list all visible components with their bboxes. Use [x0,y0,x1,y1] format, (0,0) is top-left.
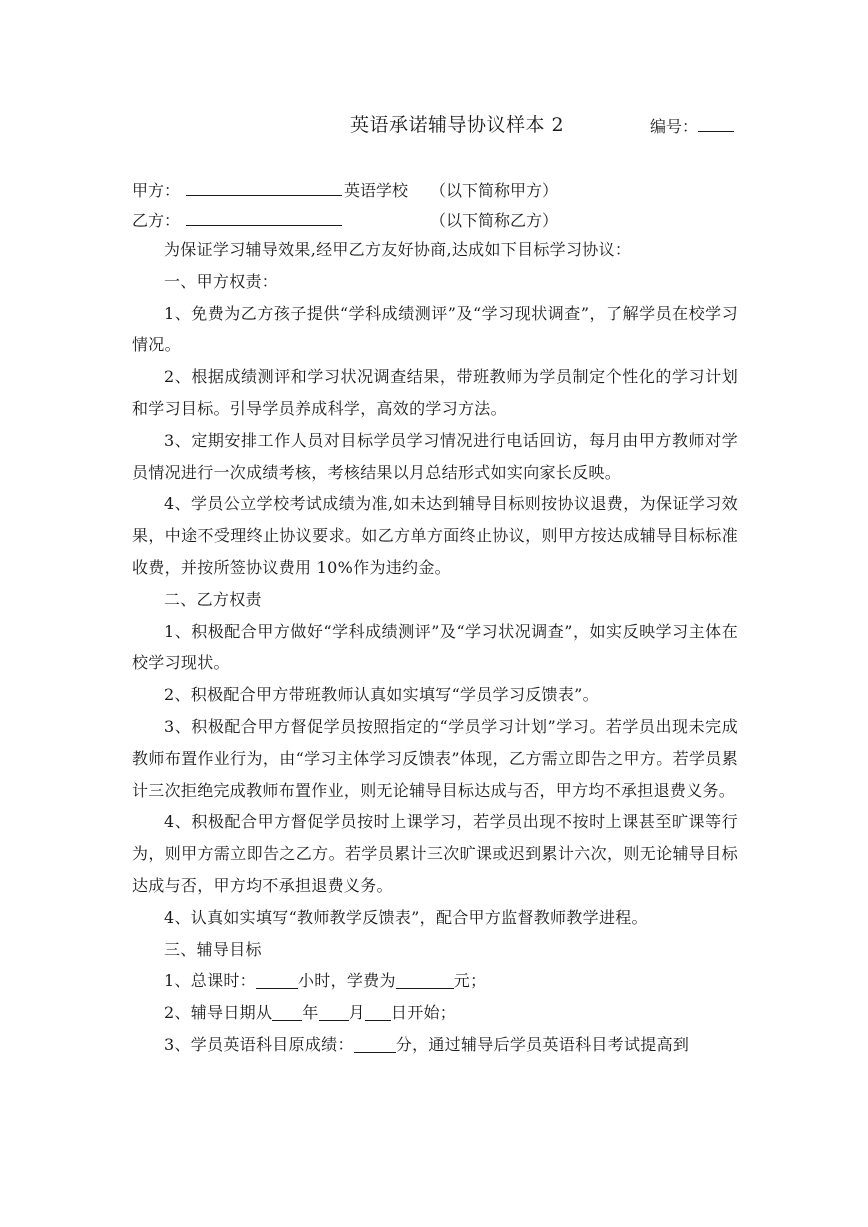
party-a-blank [186,195,342,196]
score-target-label: 分，通过辅导后学员英语科目考试提高到 [395,1034,690,1054]
fee-blank [396,970,454,989]
party-a-line [132,178,732,202]
section-heading: 二、乙方权责 [164,589,262,609]
month-label: 月 [348,1003,365,1023]
fee-label: 小时，学费为 [297,971,396,991]
hours-label: 1、总课时： [164,971,256,991]
clause-paragraph: 4、认真如实填写“教师教学反馈表”，配合甲方监督教师教学进程。 [164,907,648,927]
start-date-line [132,997,738,1029]
clause-paragraph: 3、定期安排工作人员对目标学员学习情况进行电话回访，每月由甲方教师对学员情况进行一次成绩考核，考核结果以月总结形式如实向家长反映。 [132,430,738,482]
serial-number [650,114,734,137]
party-a-note: （以下简称甲方） [430,181,559,200]
serial-label: 编号： [650,117,699,136]
clause-paragraph: 2、根据成绩测评和学习状况调查结果，带班教师为学员制定个性化的学习计划和学习目标。引导学员养成科学，高效的学习方法。 [132,367,738,418]
date-label: 2、辅导日期从 [164,1003,273,1023]
party-b-note: （以下简称乙方） [430,211,559,230]
month-blank [319,1002,349,1021]
clause-paragraph: 1、积极配合甲方做好“学科成绩测评”及“学习状况调查”，如实反映学习主体在校学习现状。 [132,621,738,673]
year-blank [272,1002,302,1021]
total-hours-line [132,965,738,997]
year-label: 年 [302,1003,319,1023]
hours-blank [256,970,298,989]
section-heading: 一、甲方权责： [164,271,279,291]
agreement-body [132,234,738,1061]
serial-blank [698,115,734,132]
score-blank [354,1034,396,1053]
section-heading: 三、辅导目标 [164,939,262,959]
clause-paragraph: 4、积极配合甲方督促学员按时上课学习，若学员出现不按时上课甚至旷课等行为，则甲方需立即告之乙方。若学员累计三次旷课或迟到累计六次，则无论辅导目标达成与否，甲方均不承担退费义务。 [132,812,738,895]
party-a-suffix: 英语学校 [344,181,409,200]
header [0,110,868,140]
clause-paragraph: 1、免费为乙方孩子提供“学科成绩测评”及“学习现状调查”，了解学员在校学习情况。 [132,303,738,355]
party-b-line [132,208,732,232]
day-label: 日开始； [390,1003,457,1023]
score-label: 3、学员英语科目原成绩： [164,1034,354,1054]
currency-label: 元； [453,971,487,991]
document-title: 英语承诺辅导协议样本 2 [350,114,565,136]
party-b-label: 乙方： [132,211,181,230]
clause-paragraph: 4、学员公立学校考试成绩为准,如未达到辅导目标则按协议退费，为保证学习效果，中途不受理终止协议要求。如乙方单方面终止协议，则甲方按达成辅导目标标准收费，并按所签协议费用 10%作为违约金。 [132,494,738,577]
intro-paragraph: 为保证学习辅导效果,经甲乙方友好协商,达成如下目标学习协议： [164,240,632,259]
day-blank [365,1002,391,1021]
party-b-blank [186,225,342,226]
clause-paragraph: 3、积极配合甲方督促学员按照指定的“学员学习计划”学习。若学员出现未完成教师布置作业行为，由“学习主体学习反馈表”体现，乙方需立即告之甲方。若学员累计三次拒绝完成教师布置作业，则无论辅导目标达成与否，甲方均不承担退费义务。 [132,716,738,800]
clause-paragraph: 2、积极配合甲方带班教师认真如实填写“学员学习反馈表”。 [164,685,599,705]
party-a-label: 甲方： [132,181,181,200]
score-line [132,1029,738,1061]
